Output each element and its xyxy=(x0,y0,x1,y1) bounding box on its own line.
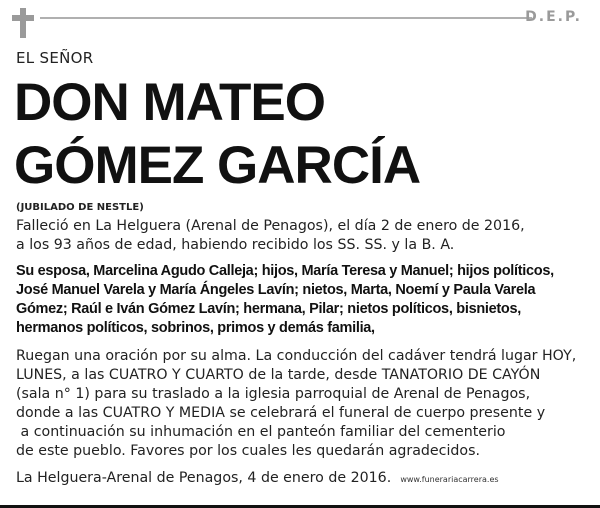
occupation-subtitle: (JUBILADO DE NESTLE) xyxy=(16,202,144,213)
request-line: donde a las CUATRO Y MEDIA se celebrará el funeral de cuerpo presente y xyxy=(16,405,546,421)
family-list xyxy=(16,262,554,338)
cross-icon xyxy=(12,8,34,38)
deceased-name-line-2: GÓMEZ GARCÍA xyxy=(14,136,421,195)
request-line: Ruegan una oración por su alma. La conducción del cadáver tendrá lugar HOY, xyxy=(16,348,577,364)
death-notice-line: a los 93 años de edad, habiendo recibido los SS. SS. y la B. A. xyxy=(16,237,455,253)
website-link[interactable]: www.funerariacarrera.es xyxy=(400,475,499,484)
family-line: Gómez; Raúl e Iván Gómez Lavín; hermana, Pilar; nietos políticos, bisnietos, xyxy=(16,301,521,317)
family-line: José Manuel Varela y María Ángeles Lavín; nietos, Marta, Noemí y Paula Varela xyxy=(16,282,536,298)
request-line: LUNES, a las CUATRO Y CUARTO de la tarde, desde TANATORIO DE CAYÓN xyxy=(16,367,541,383)
top-divider xyxy=(40,17,532,19)
deceased-name-line-1: DON MATEO xyxy=(14,73,325,132)
funeral-request xyxy=(16,347,586,461)
footer xyxy=(16,467,499,486)
dep-label: D.E.P. xyxy=(525,9,582,25)
place-date: La Helguera-Arenal de Penagos, 4 de enero de 2016. xyxy=(16,470,392,486)
family-line: Su esposa, Marcelina Agudo Calleja; hijos, María Teresa y Manuel; hijos políticos, xyxy=(16,263,554,279)
request-line: a continuación su inhumación en el panteón familiar del cementerio xyxy=(16,424,506,440)
family-line: hermanos políticos, sobrinos, primos y demás familia, xyxy=(16,320,375,336)
intro-title: EL SEÑOR xyxy=(16,49,94,67)
death-notice-line: Falleció en La Helguera (Arenal de Penagos), el día 2 de enero de 2016, xyxy=(16,218,525,234)
death-notice xyxy=(16,217,586,255)
request-line: (sala n° 1) para su traslado a la iglesia parroquial de Arenal de Penagos, xyxy=(16,386,531,402)
request-line: de este pueblo. Favores por los cuales les quedarán agradecidos. xyxy=(16,443,480,459)
